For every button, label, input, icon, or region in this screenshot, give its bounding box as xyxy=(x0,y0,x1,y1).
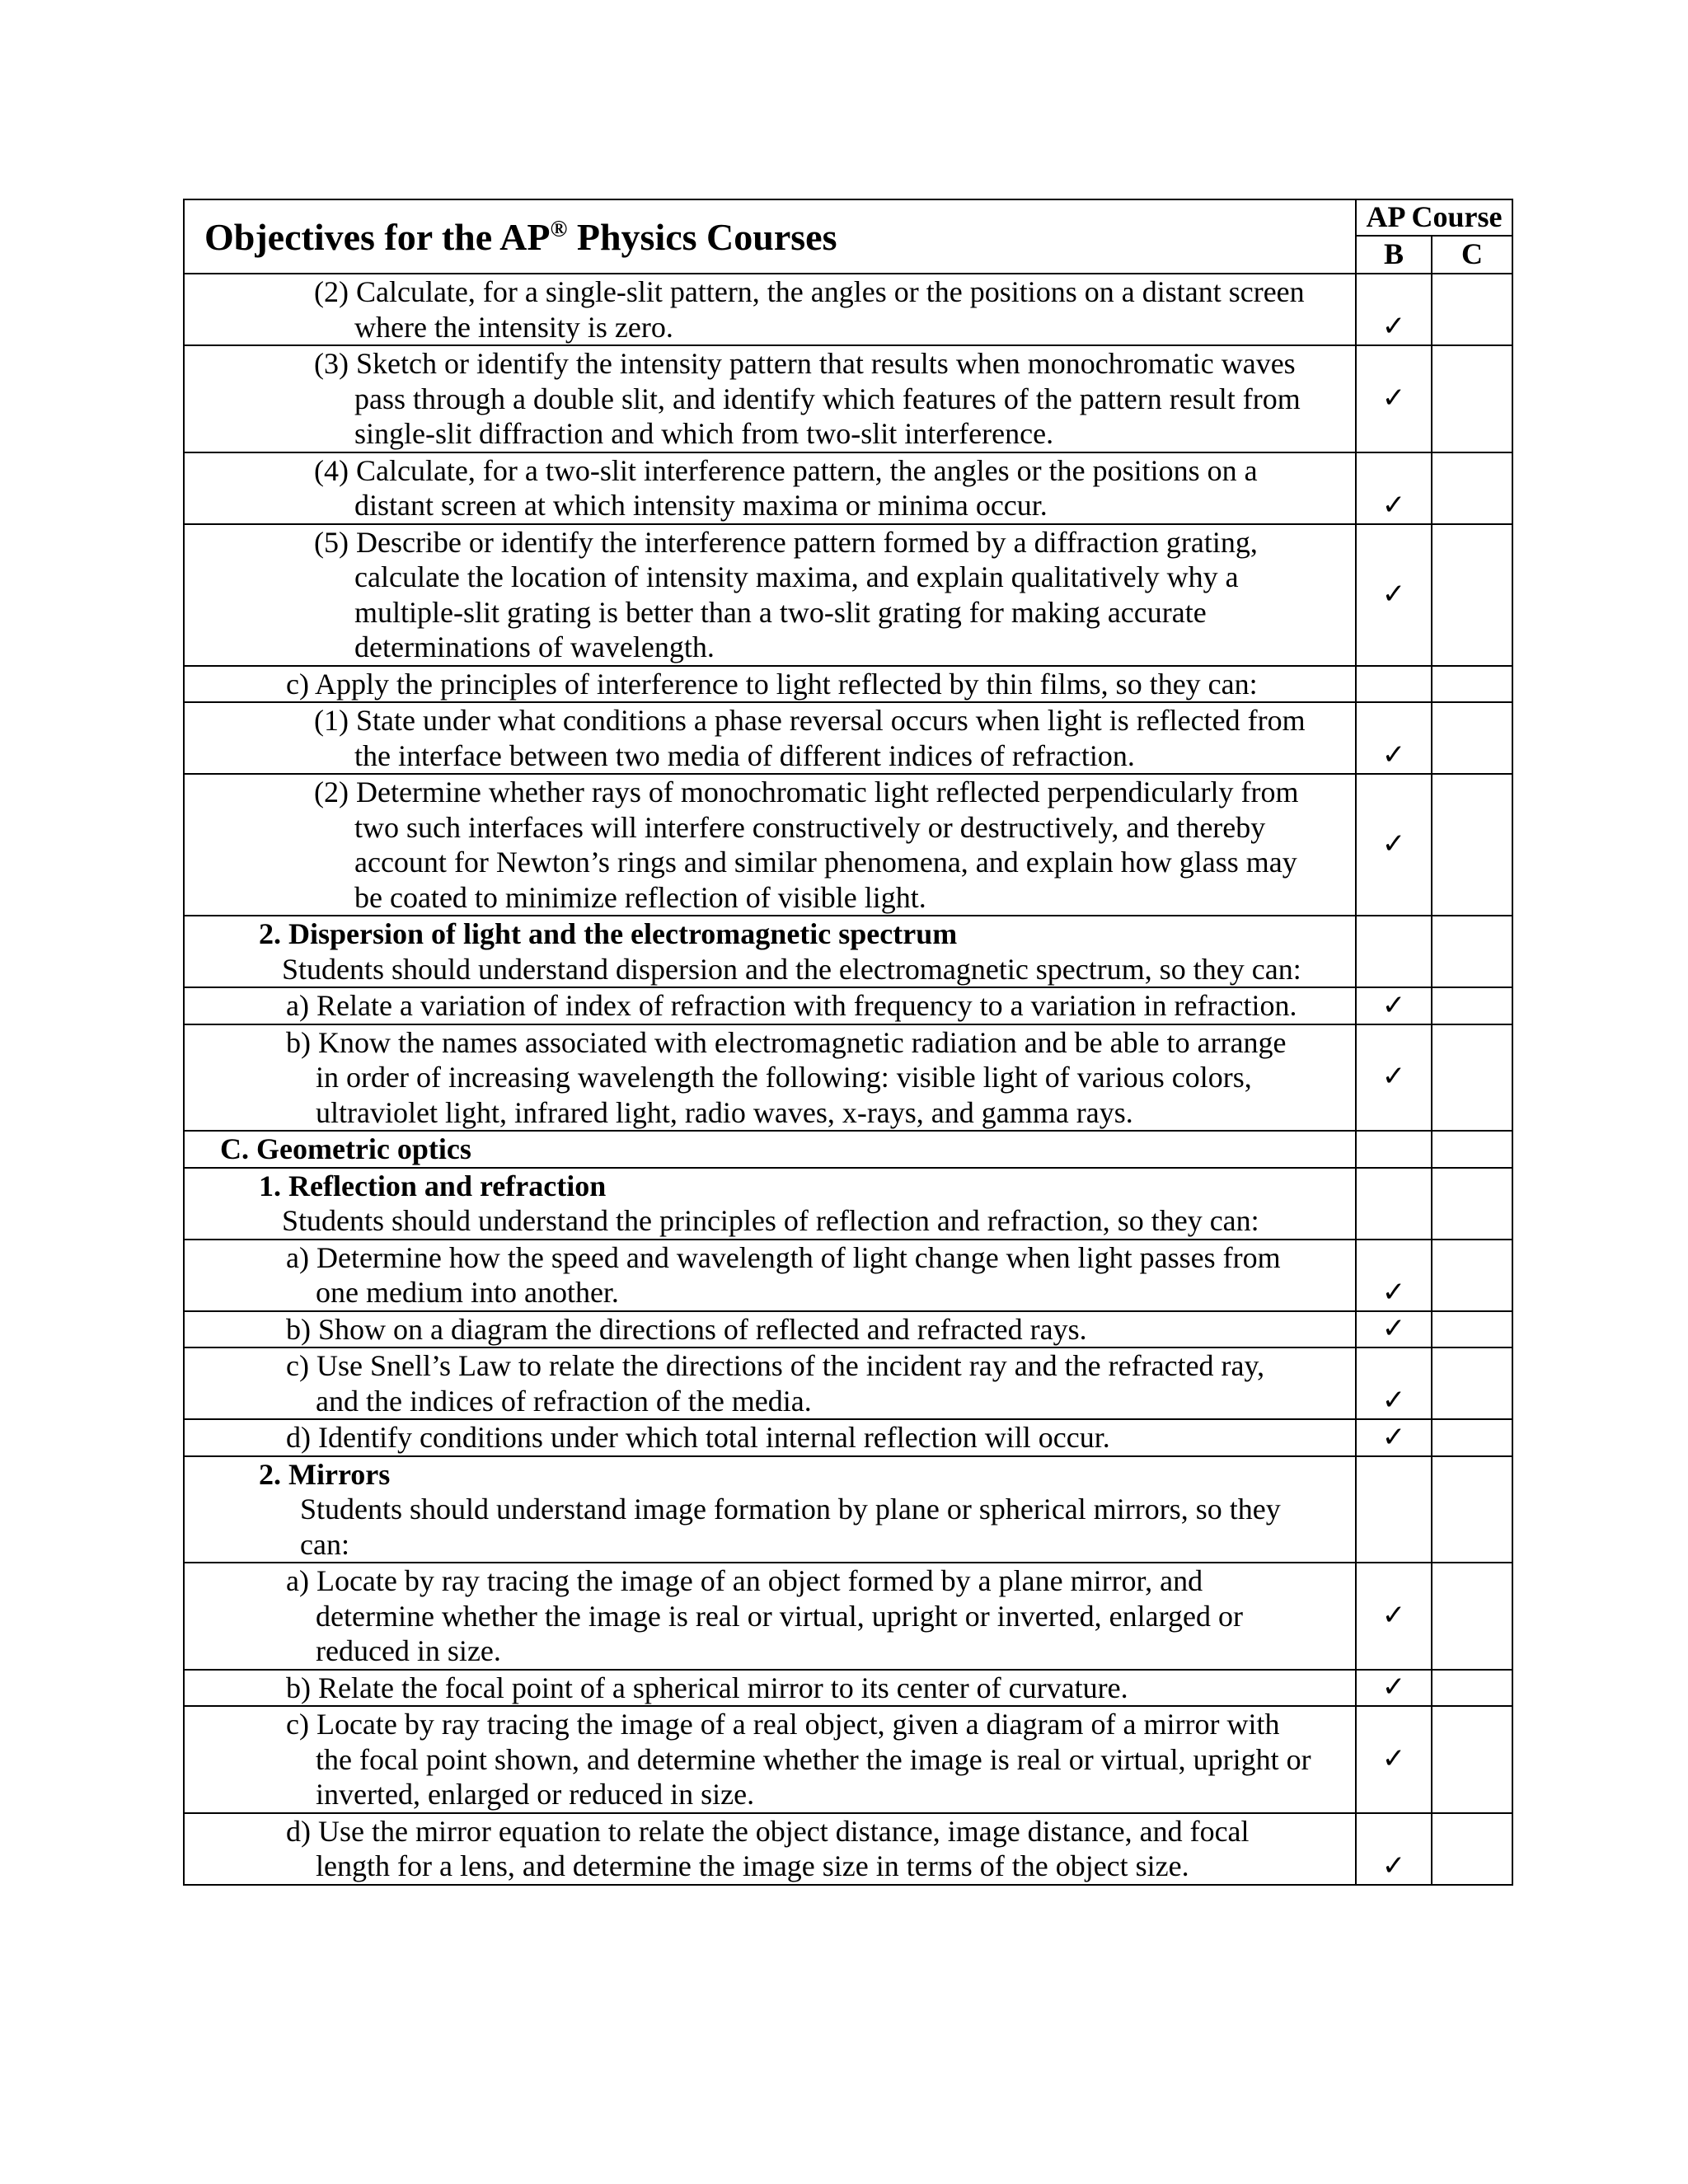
table-row xyxy=(184,1456,1512,1563)
objective-line: Students should understand image formation by plane or spherical mirrors, so they xyxy=(300,1493,1281,1526)
page-title xyxy=(184,199,1356,274)
objective-cell xyxy=(184,452,1356,524)
course-b-check: ✓ xyxy=(1356,1563,1432,1670)
objective-line: pass through a double slit, and identify which features of the pattern result from xyxy=(354,382,1301,415)
objective-line: and the indices of refraction of the media. xyxy=(316,1384,812,1418)
table-row xyxy=(184,1347,1512,1419)
objective-line: b) Show on a diagram the directions of reflected and refracted rays. xyxy=(286,1312,1087,1346)
objective-line: length for a lens, and determine the image size in terms of the object size. xyxy=(316,1849,1189,1882)
objective-text xyxy=(185,1420,1355,1455)
title-suffix: Physics Courses xyxy=(567,215,837,258)
objective-line: Students should understand the principles of reflection and refraction, so they can: xyxy=(282,1204,1259,1237)
course-b-check: ✓ xyxy=(1356,774,1432,916)
objective-line: two such interfaces will interfere constructively or destructively, and thereby xyxy=(354,810,1266,844)
objective-cell xyxy=(184,1670,1356,1707)
objective-text xyxy=(185,1707,1355,1812)
objective-line: c) Use Snell’s Law to relate the directions of the incident ray and the refracted ray, xyxy=(286,1349,1265,1382)
objective-line: ultraviolet light, infrared light, radio waves, x-rays, and gamma rays. xyxy=(316,1095,1133,1129)
course-b-check: ✓ xyxy=(1356,345,1432,452)
objective-text xyxy=(185,1563,1355,1669)
course-c-check xyxy=(1432,1131,1512,1168)
course-b-check: ✓ xyxy=(1356,1670,1432,1707)
table-row xyxy=(184,774,1512,916)
objective-cell xyxy=(184,774,1356,916)
objectives-table-body xyxy=(184,199,1512,1885)
objective-line: b) Relate the focal point of a spherical mirror to its center of curvature. xyxy=(286,1671,1128,1704)
course-b-check xyxy=(1356,666,1432,703)
course-c-check xyxy=(1432,524,1512,666)
objective-cell xyxy=(184,345,1356,452)
objective-line: distant screen at which intensity maxima or minima occur. xyxy=(354,489,1048,522)
objective-line: reduced in size. xyxy=(316,1634,501,1667)
objective-line: be coated to minimize reflection of visible light. xyxy=(354,880,926,914)
header-row-1 xyxy=(184,199,1512,236)
course-b-check: ✓ xyxy=(1356,1024,1432,1132)
objective-line: the interface between two media of different indices of refraction. xyxy=(354,738,1135,772)
objective-cell xyxy=(184,702,1356,774)
registered-mark: ® xyxy=(550,216,568,242)
table-row xyxy=(184,1168,1512,1240)
objective-line: calculate the location of intensity maxima, and explain qualitatively why a xyxy=(354,560,1239,593)
objective-cell xyxy=(184,1706,1356,1813)
table-row xyxy=(184,524,1512,666)
table-row xyxy=(184,1419,1512,1456)
table-row xyxy=(184,987,1512,1024)
table-row xyxy=(184,452,1512,524)
table-row xyxy=(184,274,1512,345)
objective-line: (2) Determine whether rays of monochromatic light reflected perpendicularly from xyxy=(314,776,1299,808)
table-row xyxy=(184,1240,1512,1311)
course-b-check: ✓ xyxy=(1356,702,1432,774)
course-b-check xyxy=(1356,1131,1432,1168)
objective-text xyxy=(185,346,1355,452)
objective-line: (3) Sketch or identify the intensity pattern that results when monochromatic waves xyxy=(314,347,1296,380)
objective-line: Students should understand dispersion and the electromagnetic spectrum, so they can: xyxy=(282,952,1301,986)
course-c-check xyxy=(1432,987,1512,1024)
objective-text xyxy=(185,1348,1355,1418)
objective-line: 2. Mirrors xyxy=(259,1457,391,1491)
objective-text xyxy=(185,274,1355,344)
objective-text xyxy=(185,1671,1355,1706)
objective-line: a) Relate a variation of index of refraction with frequency to a variation in refraction. xyxy=(286,989,1297,1022)
subsection-heading xyxy=(185,1169,1355,1204)
objective-text xyxy=(185,1814,1355,1884)
objective-line: account for Newton’s rings and similar phenomena, and explain how glass may xyxy=(354,846,1297,879)
objective-line: in order of increasing wavelength the following: visible light of various colors, xyxy=(316,1061,1252,1094)
course-c-check xyxy=(1432,1670,1512,1707)
column-c-header: C xyxy=(1432,236,1512,274)
objective-cell xyxy=(184,1024,1356,1132)
objective-text xyxy=(185,525,1355,665)
course-b-check: ✓ xyxy=(1356,274,1432,345)
course-c-check xyxy=(1432,1563,1512,1670)
course-b-check: ✓ xyxy=(1356,1813,1432,1885)
table-row xyxy=(184,916,1512,987)
course-b-check: ✓ xyxy=(1356,524,1432,666)
course-b-check: ✓ xyxy=(1356,1311,1432,1348)
objective-line: can: xyxy=(300,1527,349,1561)
section-heading xyxy=(185,1132,1355,1167)
table-row xyxy=(184,1813,1512,1885)
objective-text xyxy=(185,667,1355,702)
objective-line: a) Determine how the speed and wavelength of light change when light passes from xyxy=(286,1240,1281,1274)
objective-line: inverted, enlarged or reduced in size. xyxy=(316,1778,755,1811)
objective-line: one medium into another. xyxy=(316,1276,619,1309)
column-b-header: B xyxy=(1356,236,1432,274)
objective-cell xyxy=(184,1168,1356,1240)
course-c-check xyxy=(1432,1456,1512,1563)
objective-line: (1) State under what conditions a phase reversal occurs when light is reflected from xyxy=(314,704,1306,737)
objective-cell xyxy=(184,1563,1356,1670)
course-c-check xyxy=(1432,452,1512,524)
course-b-check: ✓ xyxy=(1356,1347,1432,1419)
course-c-check xyxy=(1432,666,1512,703)
course-c-check xyxy=(1432,274,1512,345)
course-c-check xyxy=(1432,1024,1512,1132)
course-b-check xyxy=(1356,1456,1432,1563)
course-c-check xyxy=(1432,1311,1512,1348)
objective-line: C. Geometric optics xyxy=(220,1132,471,1165)
objective-line: d) Identify conditions under which total internal reflection will occur. xyxy=(286,1421,1110,1454)
objective-line: c) Locate by ray tracing the image of a real object, given a diagram of a mirror with xyxy=(286,1708,1280,1741)
table-row xyxy=(184,1670,1512,1707)
course-c-check xyxy=(1432,1706,1512,1813)
course-b-check: ✓ xyxy=(1356,452,1432,524)
subsection-stem xyxy=(185,1492,1355,1562)
objective-cell xyxy=(184,524,1356,666)
objective-cell xyxy=(184,666,1356,703)
objective-line: c) Apply the principles of interference to light reflected by thin films, so they can: xyxy=(286,667,1258,701)
title-prefix: Objectives for the AP xyxy=(204,215,551,258)
objective-line: single-slit diffraction and which from two-slit interference. xyxy=(354,417,1054,450)
objective-text xyxy=(185,1025,1355,1131)
objective-line: where the intensity is zero. xyxy=(354,310,673,344)
objective-line: determine whether the image is real or virtual, upright or inverted, enlarged or xyxy=(316,1599,1243,1633)
table-row xyxy=(184,702,1512,774)
objective-cell xyxy=(184,1456,1356,1563)
objective-cell xyxy=(184,987,1356,1024)
objective-text xyxy=(185,1312,1355,1347)
objective-cell xyxy=(184,1813,1356,1885)
objective-text xyxy=(185,453,1355,523)
table-row xyxy=(184,1311,1512,1348)
objective-cell xyxy=(184,916,1356,987)
table-row xyxy=(184,1706,1512,1813)
objective-line: the focal point shown, and determine whether the image is real or virtual, upright or xyxy=(316,1742,1311,1776)
objective-text xyxy=(185,775,1355,915)
course-c-check xyxy=(1432,345,1512,452)
objective-cell xyxy=(184,274,1356,345)
course-c-check xyxy=(1432,916,1512,987)
objective-line: a) Locate by ray tracing the image of an object formed by a plane mirror, and xyxy=(286,1564,1203,1597)
objective-text xyxy=(185,703,1355,773)
objective-line: d) Use the mirror equation to relate the object distance, image distance, and focal xyxy=(286,1814,1250,1848)
objective-line: 1. Reflection and refraction xyxy=(259,1169,607,1202)
table-row xyxy=(184,1024,1512,1132)
course-b-check: ✓ xyxy=(1356,1419,1432,1456)
subsection-stem xyxy=(185,1203,1355,1239)
objectives-table xyxy=(183,199,1513,1886)
course-c-check xyxy=(1432,702,1512,774)
course-c-check xyxy=(1432,774,1512,916)
subsection-heading xyxy=(185,1457,1355,1493)
course-c-check xyxy=(1432,1347,1512,1419)
objective-cell xyxy=(184,1240,1356,1311)
course-b-check: ✓ xyxy=(1356,987,1432,1024)
course-b-check: ✓ xyxy=(1356,1706,1432,1813)
table-row xyxy=(184,1131,1512,1168)
objective-line: b) Know the names associated with electromagnetic radiation and be able to arrange xyxy=(286,1025,1287,1059)
objective-line: multiple-slit grating is better than a two-slit grating for making accurate xyxy=(354,595,1207,629)
objective-line: (2) Calculate, for a single-slit pattern, the angles or the positions on a distant screen xyxy=(314,275,1305,308)
course-b-check xyxy=(1356,916,1432,987)
objective-line: determinations of wavelength. xyxy=(354,630,715,663)
table-row xyxy=(184,666,1512,703)
course-b-check: ✓ xyxy=(1356,1240,1432,1311)
course-c-check xyxy=(1432,1419,1512,1456)
objective-line: 2. Dispersion of light and the electromagnetic spectrum xyxy=(259,917,958,950)
objective-cell xyxy=(184,1347,1356,1419)
objective-line: (4) Calculate, for a two-slit interference pattern, the angles or the positions on a xyxy=(314,453,1258,487)
table-row xyxy=(184,345,1512,452)
subsection-stem xyxy=(185,952,1355,987)
objective-text xyxy=(185,1240,1355,1310)
objective-line: (5) Describe or identify the interference pattern formed by a diffraction grating, xyxy=(314,525,1258,559)
ap-course-header: AP Course xyxy=(1356,199,1512,236)
objective-cell xyxy=(184,1131,1356,1168)
objective-cell xyxy=(184,1419,1356,1456)
objective-text xyxy=(185,988,1355,1024)
course-b-check xyxy=(1356,1168,1432,1240)
course-c-check xyxy=(1432,1813,1512,1885)
course-c-check xyxy=(1432,1168,1512,1240)
course-c-check xyxy=(1432,1240,1512,1311)
table-row xyxy=(184,1563,1512,1670)
subsection-heading xyxy=(185,916,1355,952)
objective-cell xyxy=(184,1311,1356,1348)
